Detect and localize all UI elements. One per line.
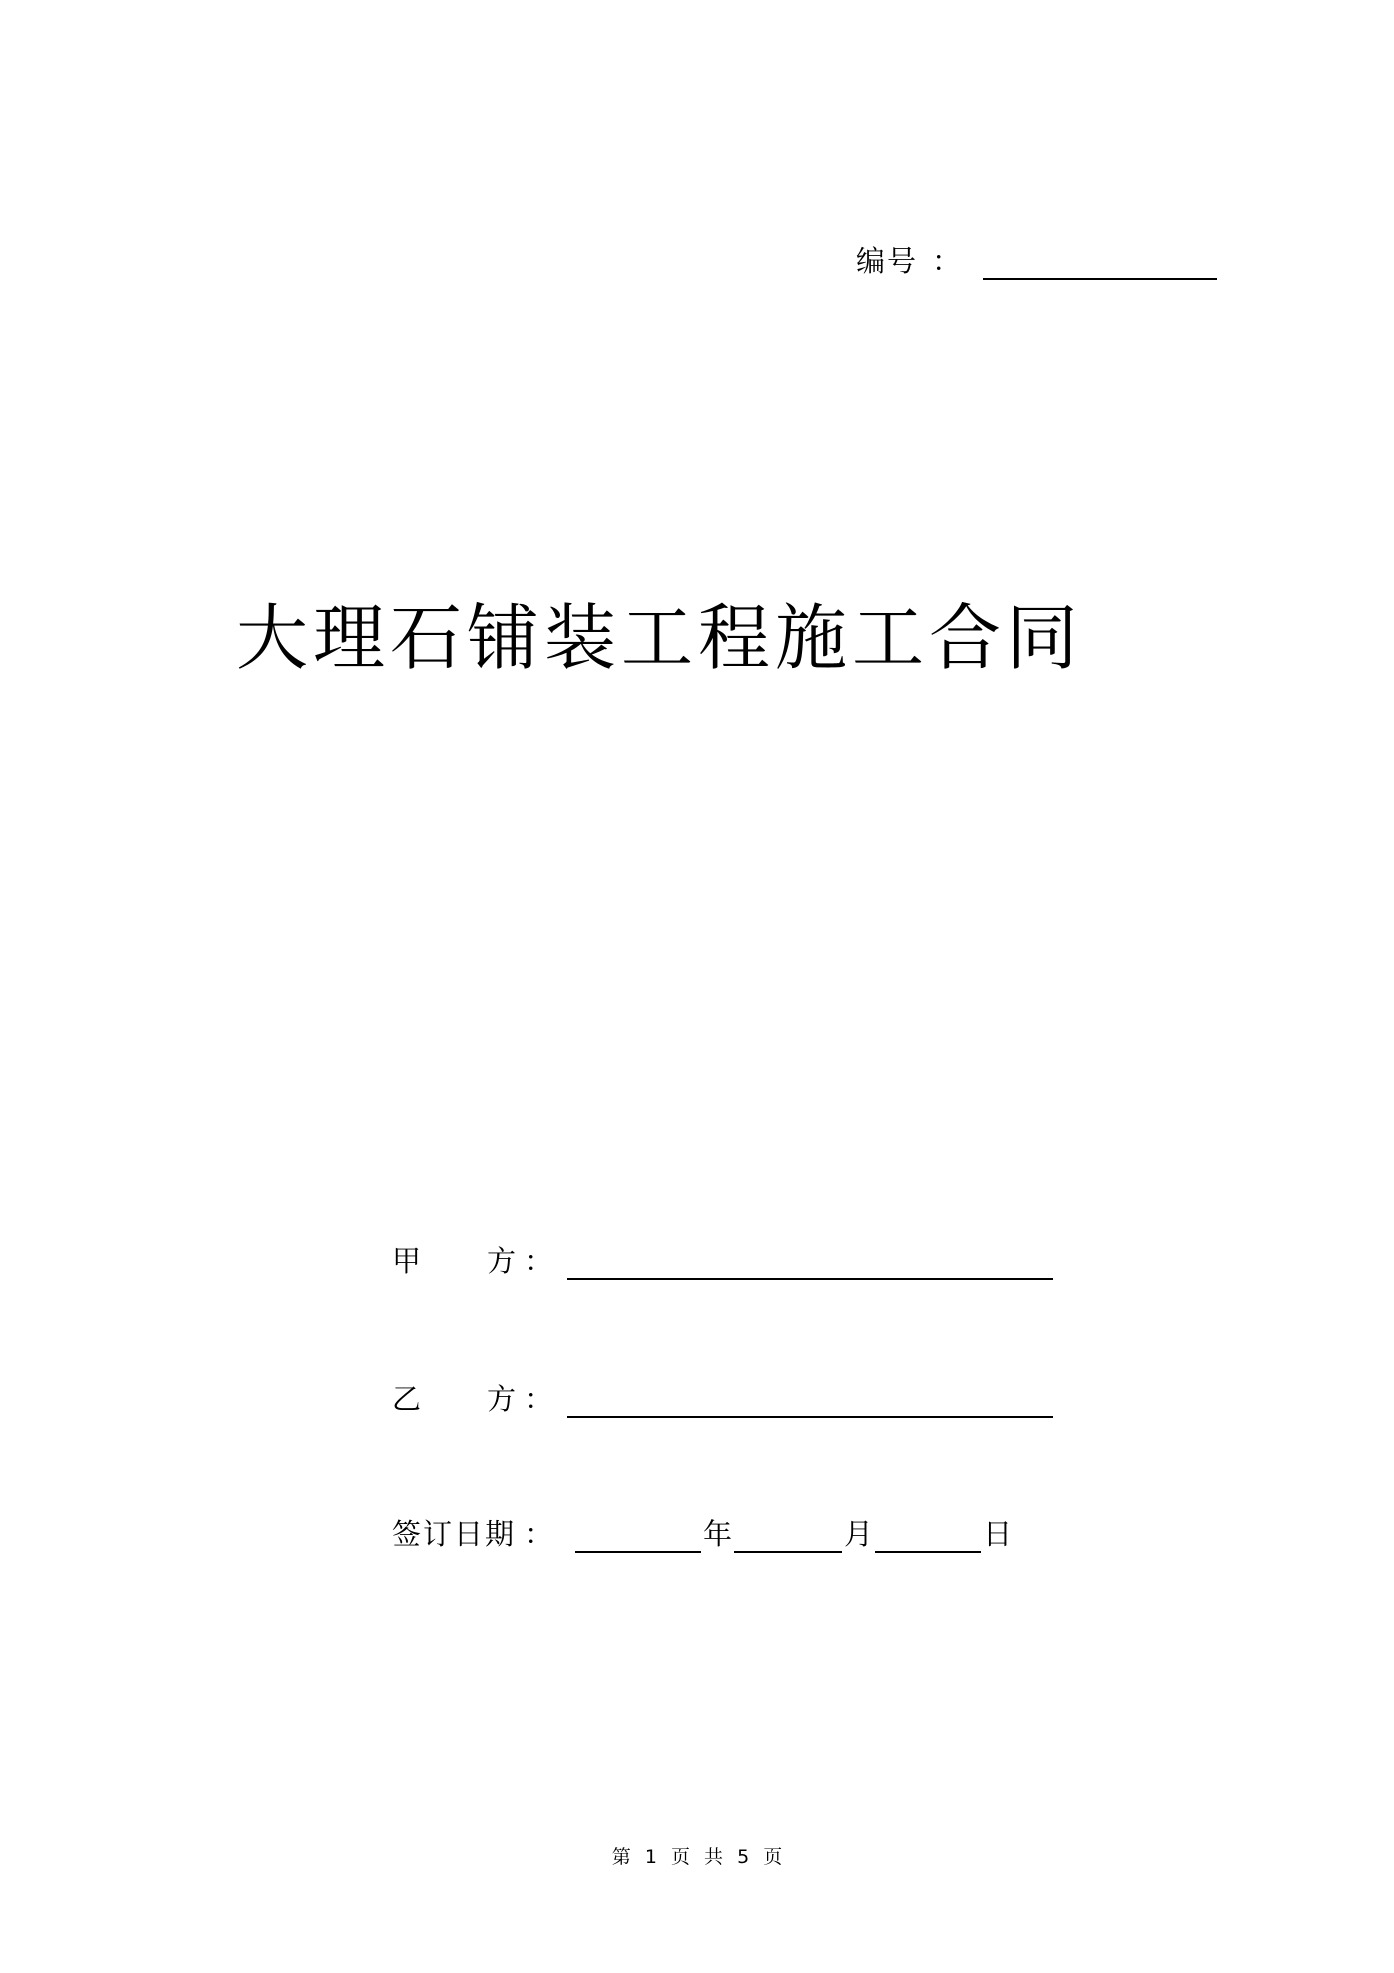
party-a-blank bbox=[567, 1248, 1053, 1280]
footer-prefix: 第 bbox=[611, 1846, 631, 1868]
sign-day-blank bbox=[875, 1521, 981, 1553]
contract-number-colon: ： bbox=[932, 244, 962, 278]
page-footer bbox=[0, 1842, 1394, 1869]
party-a-label-char1: 甲 bbox=[392, 1244, 422, 1278]
party-a-line bbox=[392, 1240, 1053, 1280]
party-a-label-char2: 方 bbox=[486, 1244, 516, 1278]
party-b-label-char2: 方 bbox=[486, 1382, 516, 1416]
party-b-blank bbox=[567, 1386, 1053, 1418]
footer-suffix: 页 bbox=[763, 1846, 783, 1868]
party-b-label bbox=[392, 1377, 516, 1418]
footer-page-word: 页 bbox=[670, 1846, 690, 1868]
party-a-label bbox=[392, 1239, 516, 1280]
footer-total-prefix: 共 bbox=[704, 1846, 724, 1868]
sign-date-label: 签订日期 bbox=[392, 1517, 517, 1551]
day-unit: 日 bbox=[983, 1517, 1013, 1551]
party-b-line bbox=[392, 1378, 1053, 1418]
sign-date-colon: ： bbox=[524, 1517, 554, 1551]
sign-month-blank bbox=[734, 1521, 842, 1553]
party-a-colon: ： bbox=[524, 1244, 554, 1278]
document-title: 大理石铺装工程施工合同 bbox=[236, 596, 1084, 680]
party-b-label-char1: 乙 bbox=[392, 1382, 422, 1416]
month-unit: 月 bbox=[844, 1517, 874, 1551]
party-b-colon: ： bbox=[524, 1382, 554, 1416]
footer-current-page: 1 bbox=[644, 1846, 657, 1868]
year-unit: 年 bbox=[703, 1517, 733, 1551]
contract-number-line bbox=[856, 240, 1217, 280]
sign-date-line bbox=[392, 1513, 1014, 1553]
contract-number-blank bbox=[983, 248, 1217, 280]
sign-year-blank bbox=[575, 1521, 701, 1553]
contract-number-label: 编号 bbox=[856, 244, 919, 278]
footer-total-pages: 5 bbox=[737, 1846, 750, 1868]
